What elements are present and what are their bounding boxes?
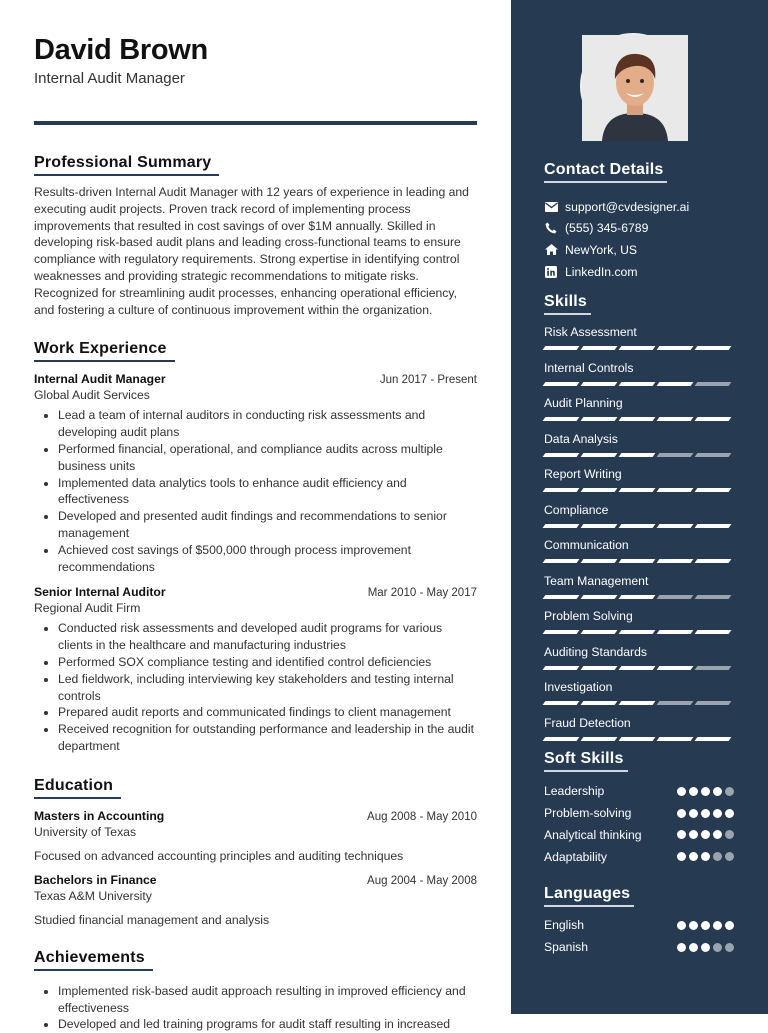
soft-skill-name: Analytical thinking (544, 827, 642, 842)
bullet-item: • Lead a team of internal auditors in conducting risk assessments and developing audit plans (58, 407, 477, 441)
contact-heading: Contact Details (544, 161, 667, 183)
skill-item (544, 395, 734, 421)
languages-list (544, 915, 734, 959)
rating-dot-empty (725, 787, 734, 796)
education-header (34, 809, 477, 823)
summary-text: Results-driven Internal Audit Manager with 12 years of experience in leading and executing audit projects. Proven track record of implementing process improvements that resulted in cost savings of over $1M annually. Skilled in developing risk-based audit plans and leading cross-functional teams to ensure compliance with regulatory requirements. Strong expertise in identifying control weaknesses and providing strategic recommendations to mitigate risks. Recognized for streamlining audit processes, enhancing operational efficiency, and fostering a culture of continuous improvement within the organization. (34, 185, 469, 317)
languages-section (544, 885, 734, 959)
skill-item (544, 502, 734, 528)
skill-segment-filled (619, 453, 656, 457)
skill-segment-filled (695, 346, 732, 350)
bullet-item: • Implemented risk-based audit approach resulting in improved efficiency and effectiveness (58, 983, 477, 1017)
rating-dot-filled (701, 830, 710, 839)
soft-skill (544, 780, 734, 802)
rating-dot-filled (689, 852, 698, 861)
skill-level-bar (544, 488, 734, 492)
soft-skill-name: Adaptability (544, 849, 608, 864)
soft-skill (544, 846, 734, 868)
skill-segment-filled (581, 382, 618, 386)
skill-segment-filled (543, 737, 580, 741)
skill-segment-filled (695, 417, 732, 421)
skill-segment-filled (657, 488, 694, 492)
contact-text: support@cvdesigner.ai (565, 199, 690, 214)
skill-segment-filled (657, 382, 694, 386)
skill-segment-filled (543, 630, 580, 634)
skill-segment-filled (619, 488, 656, 492)
skill-segment-filled (695, 524, 732, 528)
language (544, 915, 734, 937)
skill-level-bar (544, 666, 734, 670)
skill-segment-filled (543, 488, 580, 492)
contact-text: (555) 345-6789 (565, 221, 649, 236)
education-entry (34, 873, 477, 927)
soft-skill (544, 802, 734, 824)
profile-photo (580, 33, 686, 139)
rating-dot-filled (677, 830, 686, 839)
phone-icon (544, 221, 558, 235)
achievements-section (34, 949, 477, 1033)
achievements-heading: Achievements (34, 949, 153, 971)
skill-item (544, 715, 734, 741)
skill-segment-filled (657, 417, 694, 421)
skill-segment-filled (619, 559, 656, 563)
skill-segment-filled (581, 666, 618, 670)
skill-segment-filled (695, 488, 732, 492)
skill-item (544, 679, 734, 705)
rating-dot-filled (701, 787, 710, 796)
skill-segment-filled (581, 595, 618, 599)
language (544, 936, 734, 958)
rating-dot-empty (713, 943, 722, 952)
soft-skills-heading: Soft Skills (544, 750, 628, 772)
candidate-role: Internal Audit Manager (34, 70, 185, 87)
job-entry (34, 585, 477, 754)
skill-level-bar (544, 737, 734, 741)
skill-name: Auditing Standards (544, 644, 647, 659)
job-company: Global Audit Services (34, 388, 150, 403)
rating-dot-empty (725, 852, 734, 861)
education-entry (34, 809, 477, 863)
skill-segment-filled (543, 595, 580, 599)
rating-dots (677, 830, 734, 839)
skill-segment-filled (619, 417, 656, 421)
rating-dot-filled (677, 921, 686, 930)
skill-segment-filled (657, 666, 694, 670)
skill-segment-filled (581, 417, 618, 421)
header-divider (34, 121, 477, 125)
job-entry (34, 372, 477, 575)
skill-level-bar (544, 701, 734, 705)
education-list (34, 809, 477, 927)
bullet-item: • Developed and presented audit findings and recommendations to senior management (58, 508, 477, 542)
skill-level-bar (544, 417, 734, 421)
skill-segment-filled (619, 346, 656, 350)
skill-item (544, 644, 734, 670)
envelope-icon (544, 200, 558, 214)
job-header (34, 372, 477, 386)
skill-item (544, 324, 734, 350)
rating-dot-filled (689, 809, 698, 818)
school: University of Texas (34, 824, 137, 839)
bullet-item: • Achieved cost savings of $500,000 through process improvement recommendations (58, 542, 477, 576)
job-date: Jun 2017 - Present (379, 374, 477, 387)
skill-segment-filled (581, 524, 618, 528)
bullet-item: • Implemented data analytics tools to enhance audit efficiency and effectiveness (58, 475, 477, 509)
sidebar (511, 0, 768, 1014)
skill-name: Risk Assessment (544, 325, 637, 340)
skill-segment-empty (695, 666, 732, 670)
job-bullets (34, 407, 477, 575)
languages-heading: Languages (544, 885, 634, 907)
bullet-item: • Led fieldwork, including interviewing key stakeholders and testing internal controls (58, 671, 477, 705)
skill-segment-empty (657, 453, 694, 457)
rating-dot-filled (701, 852, 710, 861)
rating-dot-filled (689, 830, 698, 839)
rating-dots (677, 921, 734, 930)
skill-segment-filled (543, 701, 580, 705)
contact-text: NewYork, US (565, 242, 638, 257)
contact-section (544, 161, 734, 282)
skill-segment-filled (619, 382, 656, 386)
rating-dot-filled (701, 943, 710, 952)
rating-dot-filled (713, 921, 722, 930)
education-description: Focused on advanced accounting principles and auditing techniques (34, 848, 404, 863)
skill-segment-filled (619, 630, 656, 634)
soft-skills-list (544, 780, 734, 867)
rating-dot-filled (701, 921, 710, 930)
contact-text: LinkedIn.com (565, 264, 638, 279)
skill-segment-filled (657, 737, 694, 741)
skill-item (544, 431, 734, 457)
person-portrait-icon (582, 35, 688, 141)
education-header (34, 873, 477, 887)
education-description: Studied financial management and analysis (34, 912, 270, 927)
skill-level-bar (544, 630, 734, 634)
skill-segment-filled (657, 630, 694, 634)
degree: Masters in Accounting (34, 808, 165, 823)
rating-dot-filled (677, 943, 686, 952)
skill-level-bar (544, 382, 734, 386)
job-title: Internal Audit Manager (34, 372, 166, 387)
skill-level-bar (544, 595, 734, 599)
skill-segment-filled (543, 453, 580, 457)
rating-dot-filled (713, 787, 722, 796)
bullet-item: • Prepared audit reports and communicated findings to client management (58, 704, 477, 721)
skill-item (544, 466, 734, 492)
school: Texas A&M University (34, 888, 152, 903)
skill-segment-empty (695, 701, 732, 705)
rating-dot-filled (677, 852, 686, 861)
job-company: Regional Audit Firm (34, 601, 141, 616)
soft-skill-name: Problem-solving (544, 806, 632, 821)
skill-item (544, 360, 734, 386)
education-heading: Education (34, 777, 121, 799)
rating-dot-filled (677, 809, 686, 818)
skill-segment-filled (543, 417, 580, 421)
contact-item[interactable] (544, 239, 734, 261)
skills-heading: Skills (544, 293, 591, 315)
skill-segment-filled (619, 524, 656, 528)
job-date: Mar 2010 - May 2017 (367, 587, 477, 600)
skill-level-bar (544, 453, 734, 457)
skill-segment-filled (543, 666, 580, 670)
rating-dot-filled (677, 787, 686, 796)
education-date: Aug 2008 - May 2010 (367, 810, 477, 823)
job-list (34, 372, 477, 754)
skill-level-bar (544, 346, 734, 350)
contact-item[interactable] (544, 218, 734, 240)
bullet-item: • Received recognition for outstanding performance and leadership in the audit department (58, 721, 477, 755)
rating-dots (677, 943, 734, 952)
contact-list (544, 196, 734, 282)
skill-item (544, 573, 734, 599)
rating-dot-empty (713, 852, 722, 861)
skill-segment-filled (581, 346, 618, 350)
summary-section (34, 154, 477, 318)
skill-name: Investigation (544, 680, 613, 695)
rating-dots (677, 852, 734, 861)
skill-segment-filled (619, 595, 656, 599)
achievements-list (34, 983, 477, 1033)
experience-section (34, 340, 477, 754)
skill-segment-filled (581, 701, 618, 705)
rating-dot-filled (725, 809, 734, 818)
experience-heading: Work Experience (34, 340, 175, 362)
rating-dot-filled (689, 921, 698, 930)
summary-heading: Professional Summary (34, 154, 219, 176)
skill-name: Team Management (544, 573, 649, 588)
skill-segment-filled (657, 559, 694, 563)
skill-name: Compliance (544, 502, 609, 517)
linkedin-icon (544, 265, 558, 279)
skill-level-bar (544, 559, 734, 563)
skill-segment-empty (695, 453, 732, 457)
contact-item[interactable] (544, 261, 734, 283)
skill-segment-filled (581, 559, 618, 563)
degree: Bachelors in Finance (34, 872, 157, 887)
education-section (34, 777, 477, 927)
rating-dot-filled (713, 830, 722, 839)
skill-segment-filled (543, 524, 580, 528)
skill-segment-filled (619, 666, 656, 670)
rating-dot-filled (725, 921, 734, 930)
education-date: Aug 2004 - May 2008 (367, 874, 477, 887)
rating-dot-empty (725, 830, 734, 839)
home-icon (544, 243, 558, 257)
rating-dot-filled (701, 809, 710, 818)
skill-segment-empty (657, 595, 694, 599)
soft-skill (544, 824, 734, 846)
skill-segment-filled (619, 737, 656, 741)
skill-name: Fraud Detection (544, 715, 631, 730)
skill-segment-filled (581, 453, 618, 457)
skill-level-bar (544, 524, 734, 528)
skill-name: Problem Solving (544, 609, 633, 624)
rating-dots (677, 787, 734, 796)
skill-segment-filled (695, 630, 732, 634)
skill-name: Data Analysis (544, 431, 618, 446)
skill-segment-filled (543, 382, 580, 386)
job-title: Senior Internal Auditor (34, 585, 166, 600)
skill-item (544, 537, 734, 563)
bullet-item: • Performed SOX compliance testing and identified control deficiencies (58, 654, 477, 671)
candidate-name: David Brown (34, 34, 208, 66)
skill-segment-filled (695, 559, 732, 563)
skills-section (544, 293, 734, 741)
skill-segment-empty (695, 382, 732, 386)
rating-dot-empty (725, 943, 734, 952)
skill-segment-filled (581, 737, 618, 741)
contact-item[interactable] (544, 196, 734, 218)
rating-dots (677, 809, 734, 818)
skills-list (544, 324, 734, 741)
skill-segment-filled (619, 701, 656, 705)
rating-dot-filled (713, 809, 722, 818)
bullet-item: • Conducted risk assessments and developed audit programs for various clients in the healthcare and manufacturing industries (58, 620, 477, 654)
soft-skills-section (544, 750, 734, 867)
bullet-item: • Developed and led training programs for audit staff resulting in increased (58, 1016, 477, 1033)
skill-name: Internal Controls (544, 360, 634, 375)
skill-segment-filled (657, 524, 694, 528)
skill-item (544, 608, 734, 634)
language-name: Spanish (544, 940, 589, 955)
rating-dot-filled (689, 943, 698, 952)
skill-name: Report Writing (544, 467, 622, 482)
skill-segment-filled (543, 559, 580, 563)
job-bullets (34, 620, 477, 754)
skill-segment-empty (695, 595, 732, 599)
rating-dot-filled (689, 787, 698, 796)
skill-segment-empty (657, 701, 694, 705)
skill-segment-filled (581, 630, 618, 634)
skill-name: Communication (544, 538, 629, 553)
job-header (34, 585, 477, 599)
skill-name: Audit Planning (544, 396, 623, 411)
language-name: English (544, 918, 584, 933)
soft-skill-name: Leadership (544, 784, 605, 799)
skill-segment-filled (543, 346, 580, 350)
bullet-item: • Performed financial, operational, and compliance audits across multiple business units (58, 441, 477, 475)
skill-segment-filled (657, 346, 694, 350)
skill-segment-filled (581, 488, 618, 492)
skill-segment-filled (695, 737, 732, 741)
